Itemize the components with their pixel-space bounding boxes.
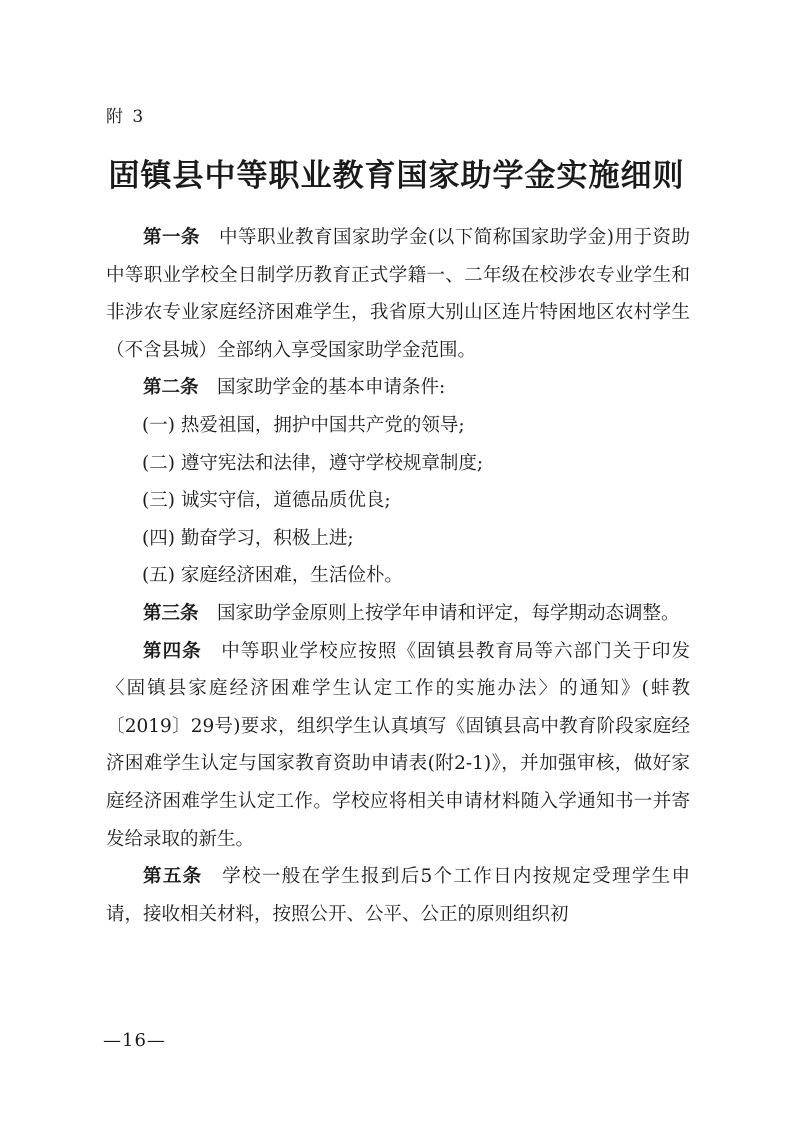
article-3-text: 国家助学金原则上按学年申请和评定，每学期动态调整。 bbox=[217, 602, 680, 624]
condition-item-3: (三) 诚实守信，道德品质优良; bbox=[142, 490, 391, 512]
article-2-text: 国家助学金的基本申请条件: bbox=[217, 377, 446, 399]
article-3 bbox=[106, 595, 690, 633]
condition-item-4: (四) 勤奋学习，积极上进; bbox=[142, 527, 354, 549]
article-5-text: 学校一般在学生报到后5个工作日内按规定受理学生申请，接收相关材料，按照公开、公平、公正的原则组织初 bbox=[106, 866, 690, 925]
document-title: 固镇县中等职业教育国家助学金实施细则 bbox=[108, 158, 685, 194]
article-2 bbox=[106, 369, 690, 407]
article-4-heading: 第四条 bbox=[143, 640, 202, 662]
article-4 bbox=[106, 633, 690, 859]
page-number: —16— bbox=[103, 1030, 166, 1051]
article-5 bbox=[106, 858, 690, 933]
article-4-text: 中等职业学校应按照《固镇县教育局等六部门关于印发〈固镇县家庭经济困难学生认定工作的实施办法〉的通知》(蚌教〔2019〕29号)要求，组织学生认真填写《固镇县高中教育阶段家庭经济困难学生认定与国家教育资助申请表(附2-1)》，并加强审核，做好家庭经济困难学生认定工作。学校应将相关申请材料随入学通知书一并寄发给录取的新生。 bbox=[106, 640, 690, 850]
attachment-label: 附 3 bbox=[106, 107, 146, 127]
condition-item-5: (五) 家庭经济困难，生活俭朴。 bbox=[142, 565, 403, 587]
article-5-heading: 第五条 bbox=[143, 866, 203, 888]
article-3-heading: 第三条 bbox=[143, 602, 199, 624]
article-2-heading: 第二条 bbox=[143, 377, 199, 399]
article-1 bbox=[106, 219, 690, 369]
article-1-text: 中等职业教育国家助学金(以下简称国家助学金)用于资助中等职业学校全日制学历教育正式学籍一、二年级在校涉农专业学生和非涉农专业家庭经济困难学生，我省原大别山区连片特困地区农村学生（不含县城）全部纳入享受国家助学金范围。 bbox=[106, 227, 690, 361]
article-1-heading: 第一条 bbox=[143, 227, 201, 248]
document-body bbox=[106, 219, 690, 933]
condition-item-2: (二) 遵守宪法和法律，遵守学校规章制度; bbox=[142, 452, 484, 474]
condition-item-1: (一) 热爱祖国，拥护中国共产党的领导; bbox=[142, 414, 465, 436]
